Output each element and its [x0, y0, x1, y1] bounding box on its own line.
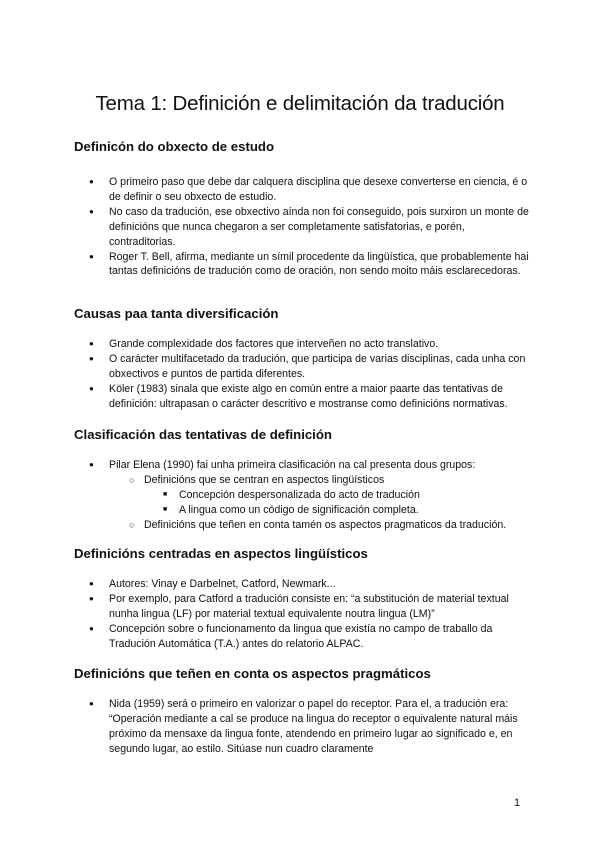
section-pragmaticos [74, 666, 534, 757]
list-item: ● Por exemplo, para Catford a tradución consiste en: “a substitución de material textual nunha lingua (LF) por material textual equivalente noutra lingua (LM)” [74, 592, 534, 622]
section-causas [74, 306, 534, 412]
list-item: ● O carácter multifacetado da tradución, que participa de varias disciplinas, cada unha con obxectivos e puntos de partida diferentes. [74, 352, 534, 382]
list-item: ● Köler (1983) sinala que existe algo en común entre a maior paarte das tentativas de definición: ultrapasan o carácter descritivo e mostranse como definicións normativas. [74, 382, 534, 412]
document-title: Tema 1: Definición e delimitación da tradución [95, 92, 505, 115]
section-heading: Definicón do obxecto de estudo [74, 139, 275, 154]
list-item: ● O primeiro paso que debe dar calquera disciplina que desexe converterse en ciencia, é o de definir o seu obxecto de estudio. [74, 175, 534, 205]
list-item: ● Grande complexidade dos factores que interveñen no acto translativo. [74, 337, 534, 352]
section-heading: Definicións centradas en aspectos lingüísticos [74, 546, 368, 561]
list-item: ● Roger T. Bell, afirma, mediante un símil procedente da lingüística, que probablemente hai tantas definicións de tradución como de oración, non sendo moito máis esclarecedoras. [74, 250, 534, 280]
list-item: ● Nida (1959) será o primeiro en valorizar o papel do receptor. Para el, a tradución era: “Operación mediante a cal se produce na lingua do receptor o equivalente natural máis próximo da mensaxe da lingua fonte, atendendo en primeiro lugar ao significado e, en segundo lugar, ao estilo. Sitúase nun cuadro claramente [74, 697, 534, 757]
bullet-list [74, 577, 534, 652]
sub-list [109, 473, 534, 533]
section-heading: Definicións que teñen en conta os aspectos pragmáticos [74, 666, 431, 681]
subsub-list [144, 488, 534, 518]
list-item-text: Pilar Elena (1990) fai unha primeira clasificación na cal presenta dous grupos: [109, 459, 476, 471]
bullet-list [74, 337, 534, 412]
list-item: ● Autores: Vinay e Darbelnet, Catford, Newmark... [74, 577, 534, 592]
sub-list-item: ○ Definicións que teñen en conta tamén os aspectos pragmaticos da tradución. [109, 518, 534, 533]
section-heading: Causas paa tanta diversificación [74, 306, 279, 321]
list-item: ● No caso da tradución, ese obxectivo aínda non foi conseguido, pois surxiron un monte de definicións que nunca chegaron a ser completamente satisfatorias, e porén, contraditorias. [74, 205, 534, 250]
sub-list-item [109, 473, 534, 518]
list-item [74, 458, 534, 533]
section-clasificacion [74, 427, 534, 533]
section-linguisticos [74, 546, 534, 652]
bullet-list [74, 175, 534, 279]
list-item: ● Concepción sobre o funcionamento da lingua que existía no campo de traballo da Tradución Automática (T.A.) antes do relatorio ALPAC. [74, 622, 534, 652]
subsub-list-item: ■ Concepción despersonalizada do acto de tradución [144, 488, 534, 503]
section-heading: Clasificación das tentativas de definición [74, 427, 332, 442]
page-number: 1 [514, 797, 521, 809]
bullet-list [74, 458, 534, 533]
subsub-list-item: ■ A lingua como un código de significación completa. [144, 503, 534, 518]
sub-list-item-text: Definicións que se centran en aspectos lingüísticos [144, 473, 385, 486]
bullet-list [74, 697, 534, 757]
section-definicion [74, 139, 534, 279]
